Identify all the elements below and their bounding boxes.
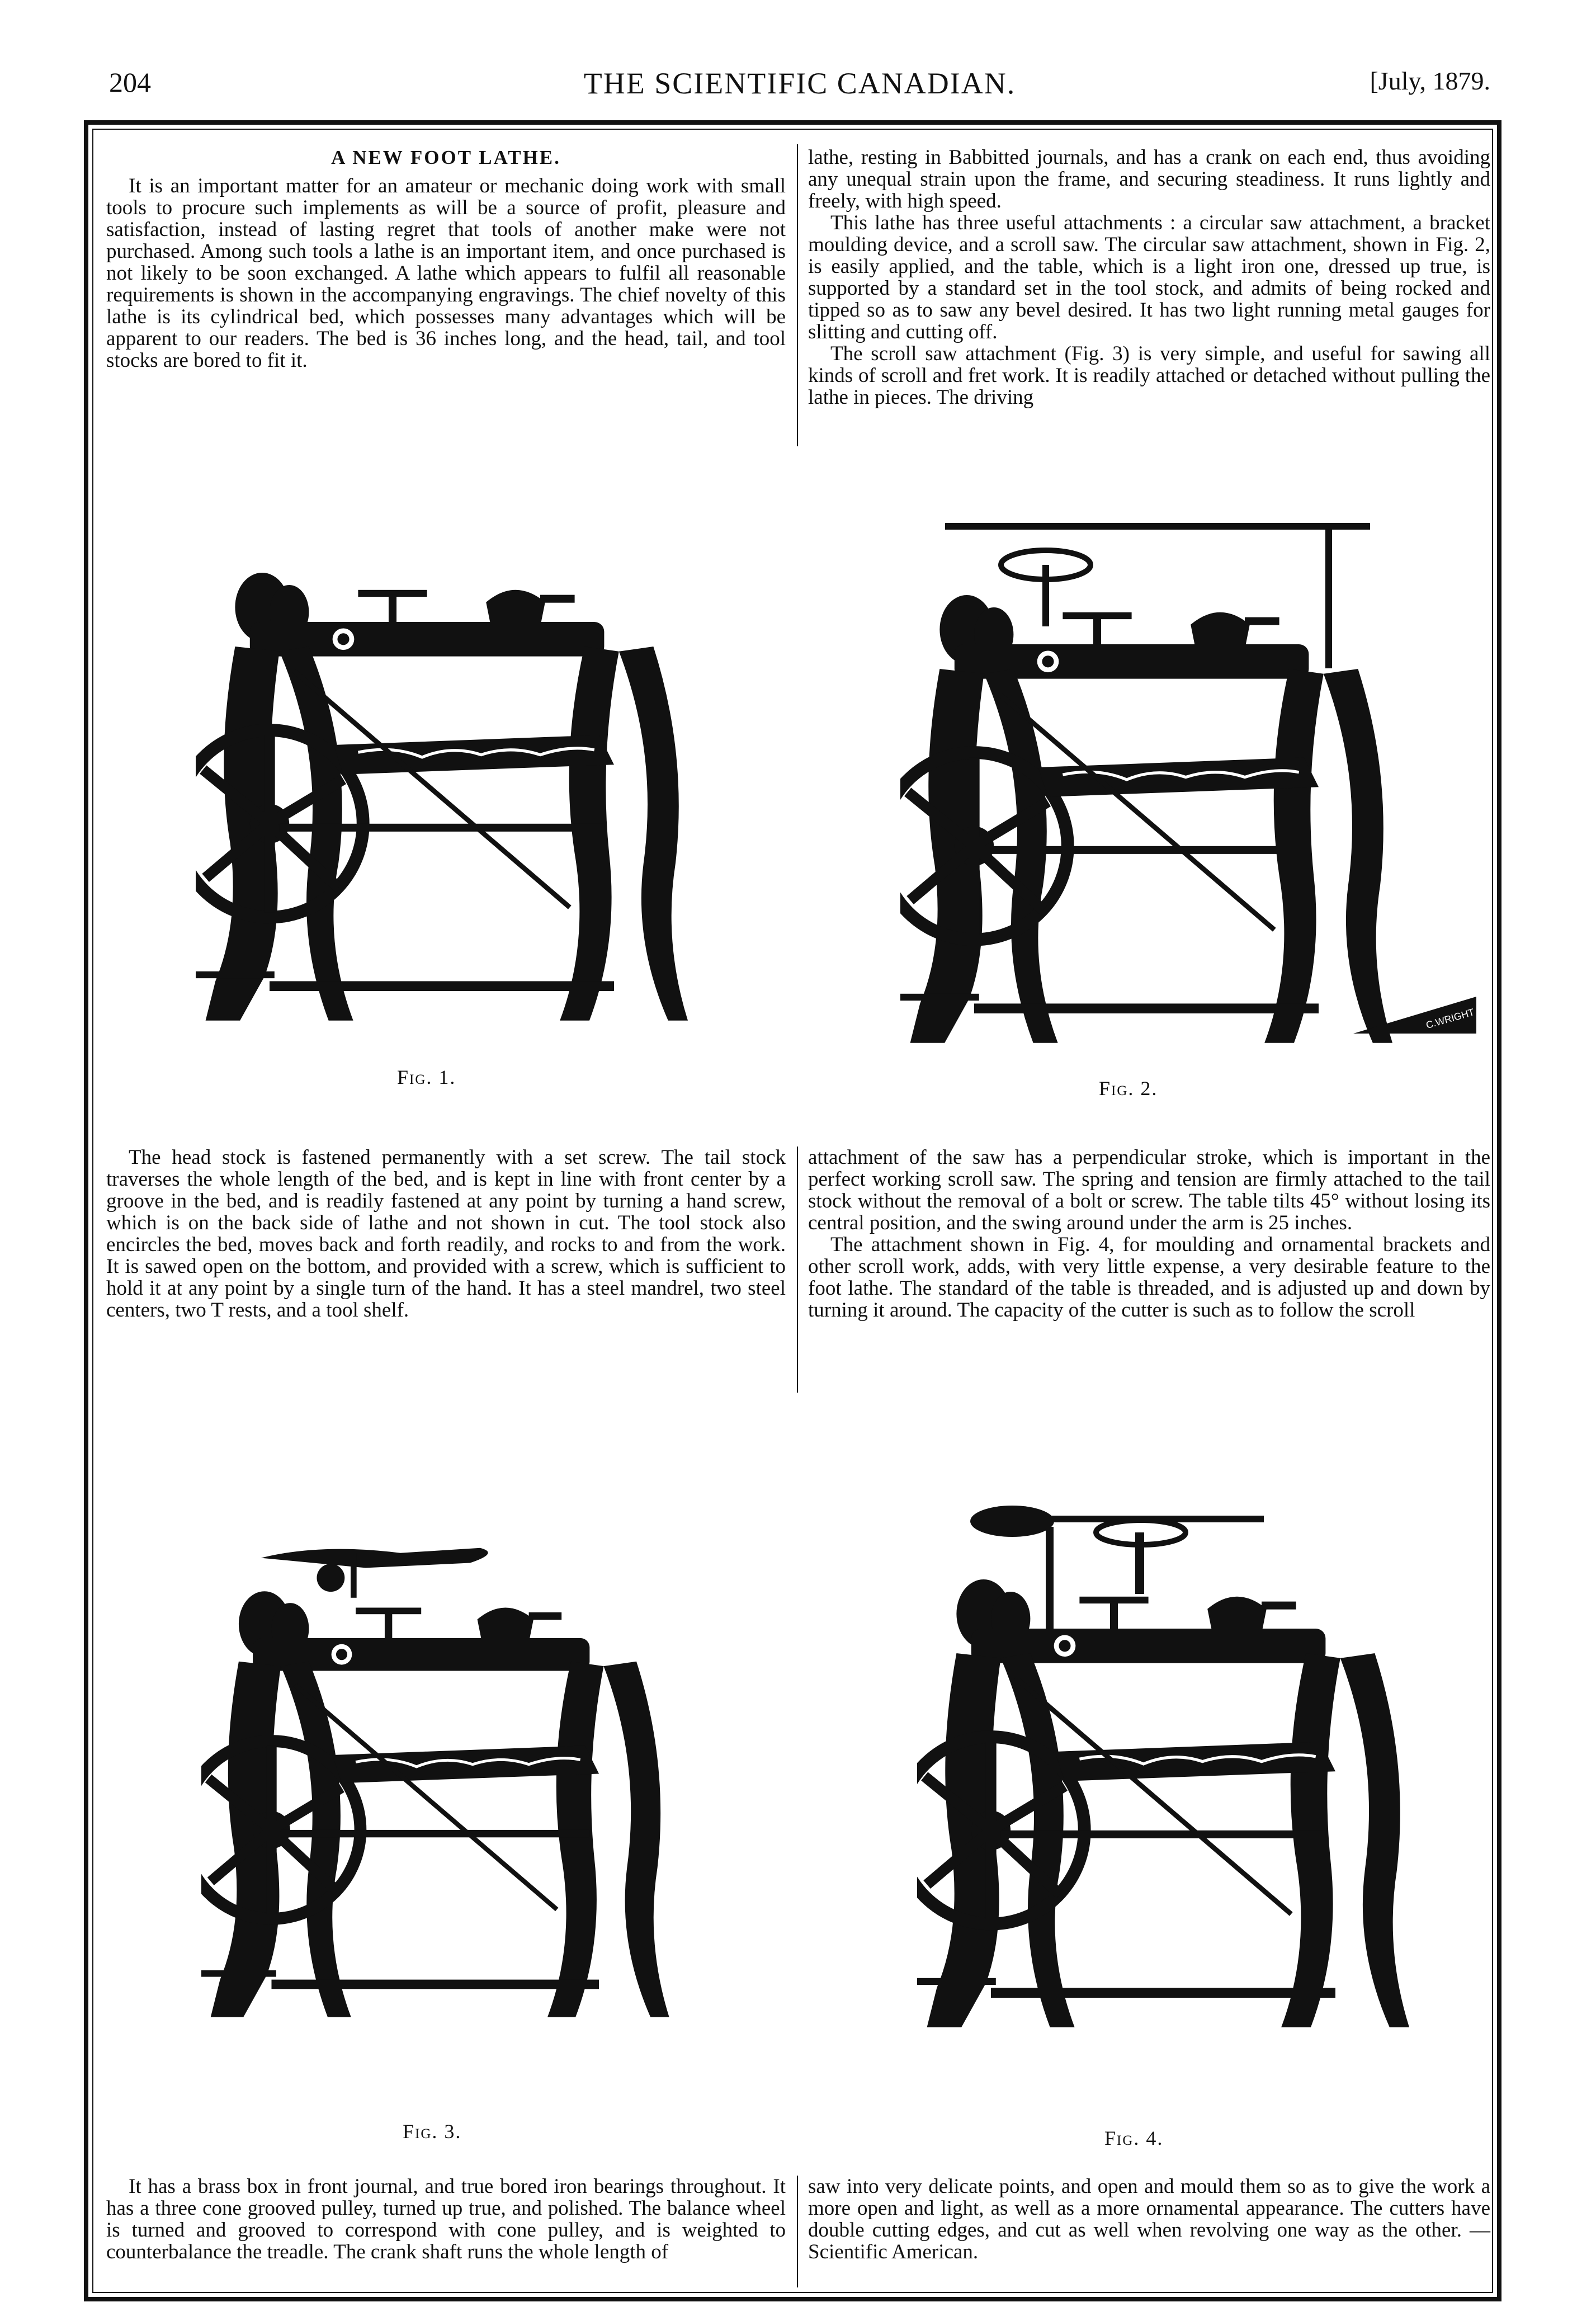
publication-title: THE SCIENTIFIC CANADIAN.: [583, 67, 1016, 100]
paragraph: attachment of the saw has a perpendicular stroke, which is important in the perfect working scroll saw. The spring and tension are firmly attached to the tail stock without the removal of a bolt or screw. The table tilts 45° without losing its central position, and the swing around under the arm is 25 inches.: [808, 1146, 1490, 1234]
figure-3-scroll-saw-attachment: [201, 1454, 699, 2120]
figure-3-caption: Fig. 3.: [403, 2120, 462, 2143]
column-divider: [797, 144, 798, 446]
figure-1-caption: Fig. 1.: [397, 1066, 456, 1088]
figure-1-foot-lathe: [190, 548, 693, 1040]
figure-4-moulding-attachment: [906, 1426, 1465, 2120]
page-header: [109, 66, 1490, 111]
paragraph: saw into very delicate points, and open and mould them so as to give the work a more open and light, as well as a more ornamental appearance. The cutters have double cutting edges, and cut as well when revolving one way as the other. — Scientific American.: [808, 2175, 1490, 2263]
page-number: 204: [109, 67, 151, 98]
article-column-left-middle: [106, 1147, 786, 1321]
paragraph: The attachment shown in Fig. 4, for moulding and ornamental brackets and other scroll work, adds, with very little expense, a very desirable feature to the foot lathe. The standard of the table is threaded, and is adjusted up and down by turning it around. The capacity of the cutter is such as to follow the scroll: [808, 1233, 1490, 1322]
paragraph: The scroll saw attachment (Fig. 3) is very simple, and useful for sawing all kinds of scroll and fret work. It is readily attached or detached without pulling the lathe in pieces. The driving: [808, 342, 1490, 409]
article-heading: A NEW FOOT LATHE.: [331, 147, 561, 168]
article-column-left-bottom: [106, 2176, 786, 2263]
article-column-right-middle: [808, 1147, 1490, 1321]
figure-2-circular-saw-attachment: [889, 503, 1476, 1063]
paragraph: It is an important matter for an amateur or mechanic doing work with small tools to procure such implements as will be a source of profit, pleasure and satisfaction, instead of lasting regret that tools of another make were not purchased. Among such tools a lathe is an important item, and once purchased is not likely to be soon exchanged. A lathe which appears to fulfil all reasonable requirements is shown in the accompanying engravings. The chief novelty of this lathe is its cylindrical bed, which possesses many advantages which will be apparent to our readers. The bed is 36 inches long, and the head, tail, and tool stocks are bored to fit it.: [106, 174, 786, 372]
issue-date: [July, 1879.: [1370, 67, 1490, 95]
paragraph: lathe, resting in Babbitted journals, and has a crank on each end, thus avoiding any unequal strain upon the frame, and securing steadiness. It runs lightly and freely, with high speed.: [808, 146, 1490, 213]
paragraph: It has a brass box in front journal, and true bored iron bearings throughout. It has a three cone grooved pulley, turned up true, and polished. The balance wheel is turned and grooved to correspond with cone pulley, and is weighted to counterbalance the treadle. The crank shaft runs the whole length of: [106, 2175, 786, 2263]
engraver-signature: C.WRIGHT: [1424, 1006, 1476, 1031]
paragraph: This lathe has three useful attachments : a circular saw attachment, a bracket moulding device, and a scroll saw. The circular saw attachment, shown in Fig. 2, is easily applied, and the table, which is a light iron one, dressed up true, is supported by a standard set in the tool stock, and admits of being rocked and tipped so as to saw any bevel desired. It has two light running metal gauges for slitting and cutting off.: [808, 211, 1490, 343]
article-column-left-top: [106, 147, 786, 371]
paragraph: The head stock is fastened permanently with a set screw. The tail stock traverses the whole length of the bed, and is kept in line with front center by a groove in the bed, and is readily fastened at any point by turning a hand screw, which is on the back side of lathe and not shown in cut. The tool stock also encircles the bed, moves back and forth readily, and rocks to and from the work. It is sawed open on the bottom, and provided with a screw, which is sufficient to hold it at any point by a single turn of the hand. It has a steel mandrel, two steel centers, two T rests, and a tool shelf.: [106, 1146, 786, 1322]
article-column-right-top: [808, 147, 1490, 408]
figure-4-caption: Fig. 4.: [1104, 2127, 1164, 2149]
figure-2-caption: Fig. 2.: [1099, 1077, 1158, 1100]
article-column-right-bottom: [808, 2176, 1490, 2263]
column-divider: [797, 2176, 798, 2287]
column-divider: [797, 1147, 798, 1393]
